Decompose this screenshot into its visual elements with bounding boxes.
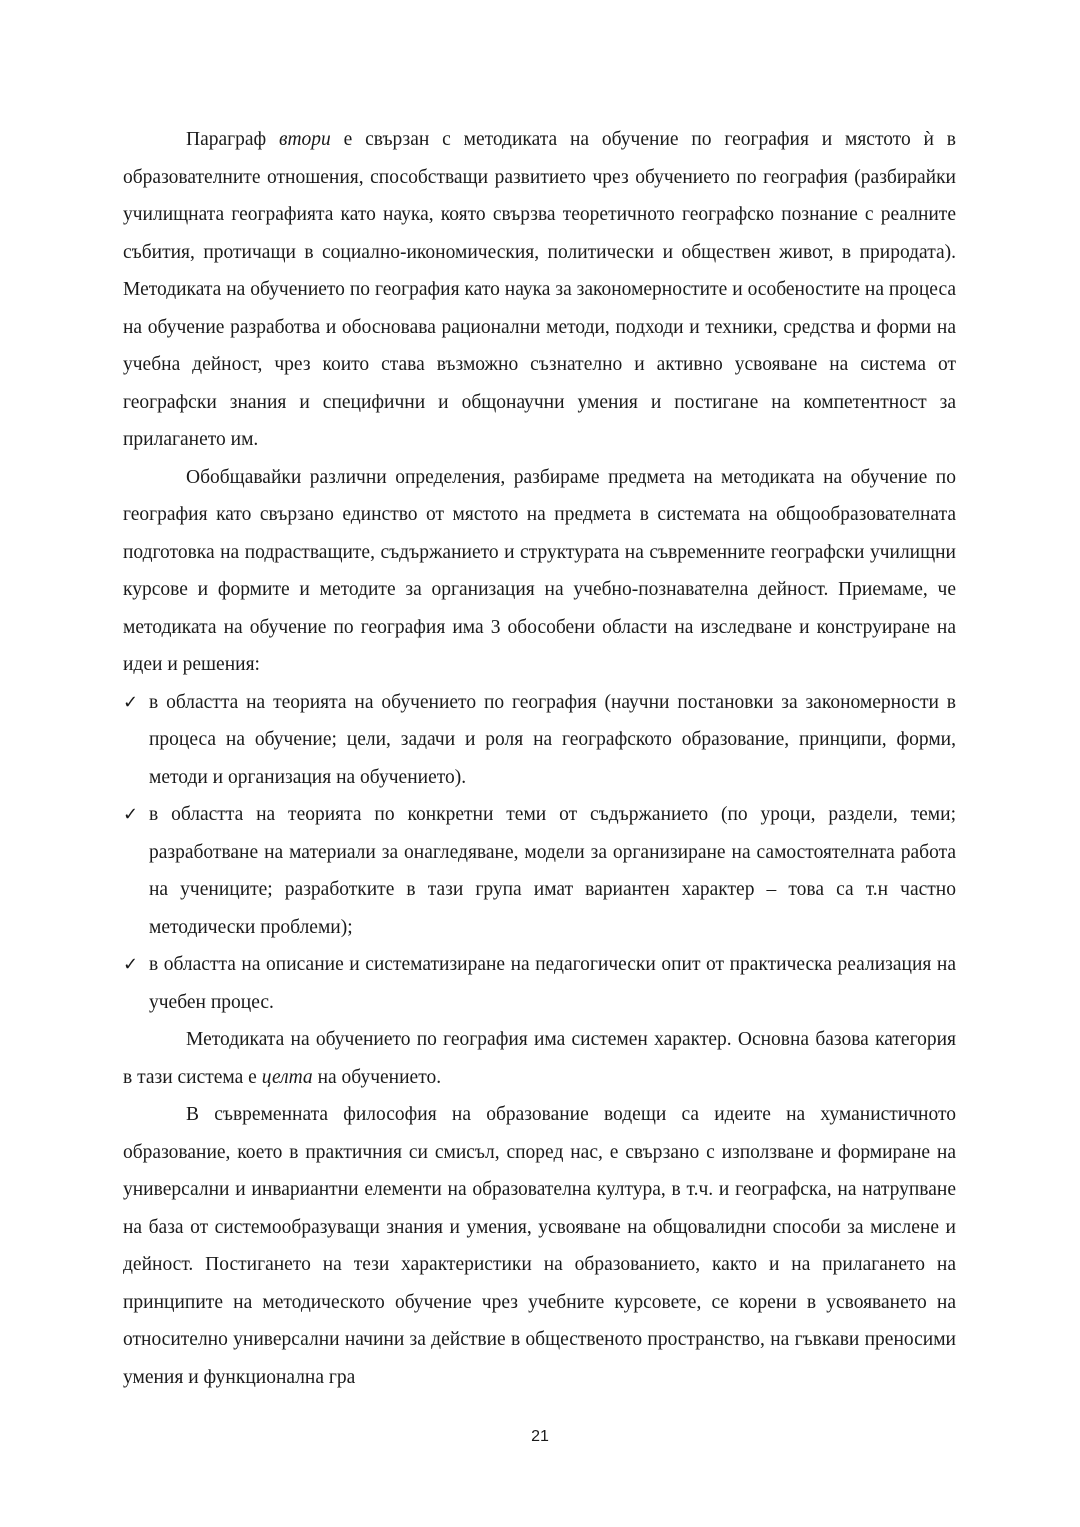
- paragraph-1: Параграф втори е свързан с методиката на обучение по география и мястото ѝ в образователните отношения, способстващи развитието чрез обучението по география (разбирайки училищната географията като наука, която свързва теоретичното географско познание с реалните събития, протичащи в социално-икономическия, политически и обществен живот, в природата). Методиката на обучението по география като наука за закономерностите и особеностите на процеса на обучение разработва и обосновава рационални методи, подходи и техники, средства и форми на учебна дейност, чрез които става възможно съзнателно и активно усвояване на система от географски знания и специфични и общонаучни умения и постигане на компетентност за прилагането им.: [123, 129, 956, 450]
- checklist-item: ✓ в областта на теорията на обучението по география (научни постановки за закономерности в процеса на обучение; цели, задачи и роля на географското образование, принципи, форми, методи и организация на обучението).: [149, 684, 956, 797]
- checklist: [123, 684, 956, 1022]
- checklist-item: ✓ в областта на теорията по конкретни теми от съдържанието (по уроци, раздели, теми; разработване на материали за онагледяване, модели за организиране на самостоятелната работа на учениците; разработките в тази група имат вариантен характер – това са т.н частно методически проблеми);: [149, 796, 956, 946]
- paragraph-2: Обобщавайки различни определения, разбираме предмета на методиката на обучение по география като свързано единство от мястото на предмета в системата на общообразователната подготовка на подрастващите, съдържанието и структурата на съвременните географски училищни курсове и формите и методите за организация на учебно-познавателна дейност. Приемаме, че методиката на обучение по география има 3 обособени области на изследване и конструиране на идеи и решения:: [123, 466, 956, 675]
- checklist-item: ✓ в областта на описание и систематизиране на педагогически опит от практическа реализация на учебен процес.: [149, 946, 956, 1021]
- body-text: [123, 121, 956, 1396]
- paragraph-4: В съвременната философия на образование водещи са идеите на хуманистичното образование, което в практичния си смисъл, според нас, е свързано с използване и формиране на универсални и инвариантни елементи на образователна култура, в т.ч. и географска, на натрупване на база от системообразуващи знания и умения, усвояване на общовалидни способи за мислене и дейност. Постигането на тези характеристики на образованието, както и на прилагането на принципите на методическото обучение чрез учебните курсовете, се корени в усвояването на относително универсални начини за действие в общественото пространство, на гъвкави преносими умения и функционална гра: [123, 1104, 956, 1388]
- page-number: 21: [531, 1428, 549, 1445]
- emphasis-tselta: целта: [261, 1066, 313, 1088]
- paragraph-3: Методиката на обучението по география има системен характер. Основна базова категория в тази система е целта на обучението.: [123, 1029, 956, 1088]
- emphasis-vtori: втори: [279, 129, 331, 150]
